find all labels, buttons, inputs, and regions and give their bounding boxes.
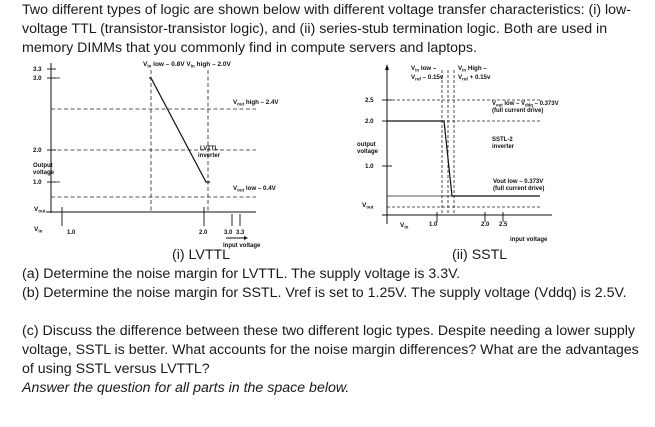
lvttl-xtick-1.0: 1.0: [67, 230, 76, 236]
sstl-vin-high-label-2: $V_{ref} + 0.15v$: [458, 74, 491, 82]
sstl-vout-high-label-1: $V_{out}$ low – $V_{ddq} - 0.373V$: [492, 101, 559, 108]
lvttl-caption: (i) LVTTL: [172, 247, 231, 263]
sstl-vin-low-label-1: $V_{in}$ low –: [411, 65, 437, 73]
lvttl-inverter-label-1: LVTTL: [200, 146, 219, 152]
sstl-xtick-1.0: 1.0: [429, 222, 438, 228]
lvttl-ylabel-line2: voltage: [33, 170, 55, 176]
sstl-caption: (ii) SSTL: [452, 247, 508, 263]
lvttl-transfer-curve: [149, 78, 210, 182]
lvttl-vout-label: $V_{out}$: [34, 206, 46, 214]
sstl-vin-low-label-2: $V_{ref} - 0.15v$: [411, 74, 444, 82]
question-a: (a) Determine the noise margin for LVTTL. The supply voltage is 3.3V.: [22, 266, 461, 282]
sstl-ylabel-line1: output: [357, 142, 376, 148]
final-instruction: Answer the question for all parts in the space below.: [22, 380, 350, 396]
lvttl-ytick-3.0: 3.0: [33, 75, 42, 82]
lvttl-vout-high-label: $V_{out}$ high – 2.4V: [233, 99, 279, 107]
intro-paragraph: Two different types of logic are shown below with different voltage transfer characteristics: (i) low-voltage TTL (transistor-transistor logic), and (ii) series-stub termination logic. Both are used in memory DIMMs that you commonly find in compute servers and laptops.: [22, 2, 632, 56]
sstl-vin-high-label-1: $V_{in}$ High –: [458, 65, 487, 73]
sstl-vin-label: $V_{in}$: [400, 222, 409, 230]
lvttl-xtick-2.0: 2.0: [199, 230, 208, 236]
sstl-plot: [357, 64, 559, 243]
sstl-xtick-2.0: 2.0: [481, 222, 490, 228]
lvttl-ytick-2.0: 2.0: [33, 147, 42, 154]
lvttl-plot: [33, 61, 279, 249]
lvttl-ytick-1.0: 1.0: [33, 179, 42, 186]
sstl-xtick-2.5: 2.5: [499, 222, 508, 228]
sstl-inverter-label-1: SSTL-2: [492, 137, 513, 143]
lvttl-ylabel-line1: Output: [33, 163, 53, 169]
lvttl-ytick-3.3: 3.3: [33, 66, 42, 73]
lvttl-vout-low-label: $V_{out}$ low – 0.4V: [233, 185, 276, 193]
lvttl-vin-thresholds-label: $V_{in}$ low – 0.8V $V_{in}$ high – 2.0V: [143, 61, 231, 69]
lvttl-vin-label: $V_{in}$: [34, 226, 43, 234]
lvttl-xlabel: Input voltage: [223, 243, 261, 249]
sstl-ylabel-line2: voltage: [357, 149, 379, 155]
sstl-ytick-2.5: 2.5: [365, 97, 374, 104]
sstl-inverter-label-2: inverter: [492, 144, 515, 150]
sstl-vout-high-label-2: (full current drive): [492, 108, 544, 114]
sstl-xlabel: input voltage: [510, 237, 548, 243]
lvttl-xtick-3.3: 3.3: [236, 230, 245, 236]
question-b: (b) Determine the noise margin for SSTL. Vref is set to 1.25V. The supply voltage (Vddq) is 2.5V.: [22, 285, 627, 301]
sstl-ytick-1.0: 1.0: [365, 163, 374, 170]
sstl-ytick-2.0: 2.0: [365, 118, 374, 125]
sstl-vout-low-label-2: (full current drive): [493, 186, 545, 192]
lvttl-xtick-3.0: 3.0: [224, 230, 233, 236]
sstl-vout-low-label-1: Vout low – 0.373V: [493, 179, 544, 185]
lvttl-inverter-label-2: inverter: [198, 153, 221, 159]
sstl-vout-label: $V_{out}$: [362, 202, 374, 210]
question-c: (c) Discuss the difference between these two different logic types. Despite needing a lower supply voltage, SSTL is better. What accounts for the noise margin differences? What are the advantages of using SSTL versus LVTTL?: [22, 323, 639, 377]
